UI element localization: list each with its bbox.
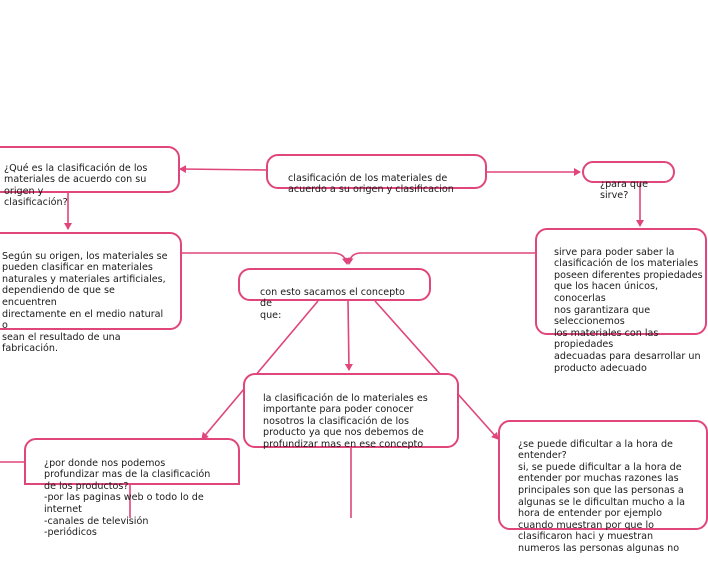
node-definition[interactable] [243, 373, 459, 448]
edge-answer-right-to-concept [349, 253, 535, 264]
node-question-left[interactable] [0, 146, 180, 209]
node-difficult-text: ¿se puede dificultar a la hora de entender? si, se puede dificultar a la hora de entender por muchas razones las principales son que las personas a algunas se le dificultan mucho a la hora de entender por ejemplo cuando muestran por que lo clasificaron haci y muestran numeros las personas algunas no [518, 438, 686, 554]
node-concept[interactable] [238, 268, 431, 321]
node-difficult[interactable] [498, 420, 708, 554]
node-question-right-text: ¿para que sirve? [600, 178, 649, 202]
edge-answer-left-to-concept [182, 253, 347, 264]
node-question-right[interactable] [582, 161, 675, 202]
node-where-deepen[interactable] [24, 438, 240, 539]
node-answer-right-text: sirve para poder saber la clasificación de los materiales poseen diferentes propiedades que los hacen únicos, conocerlas nos garantizara que seleccionemos los materiales con las propiedades adecuadas para desarrollar un producto adecuado [554, 246, 703, 374]
node-concept-text: con esto sacamos el concepto de que: [260, 286, 405, 321]
edge-root-to-question-left [180, 169, 266, 170]
node-where-deepen-text: ¿por donde nos podemos profundizar mas de la clasificación de los productos? -por las paginas web o todo lo de internet -canales de televisión -periódicos [44, 457, 211, 539]
node-answer-left-text: Según su origen, los materiales se pueden clasificar en materiales naturales y materiales artificiales, dependiendo de que se encuentren directamente en el medio natural o sean el resultado de una fabricación. [2, 250, 168, 355]
node-root[interactable] [266, 154, 487, 196]
node-root-text: clasificación de los materiales de acuerdo a su origen y clasificacion [288, 172, 454, 196]
node-definition-text: la clasificación de lo materiales es importante para poder conocer nosotros la clasificación de los producto ya que nos debemos de profundizar mas en ese concepto [263, 392, 428, 450]
node-answer-right[interactable] [535, 228, 707, 374]
node-question-left-text: ¿Qué es la clasificación de los materiales de acuerdo con su origen y clasificación? [4, 162, 148, 209]
node-answer-left[interactable] [0, 232, 182, 355]
